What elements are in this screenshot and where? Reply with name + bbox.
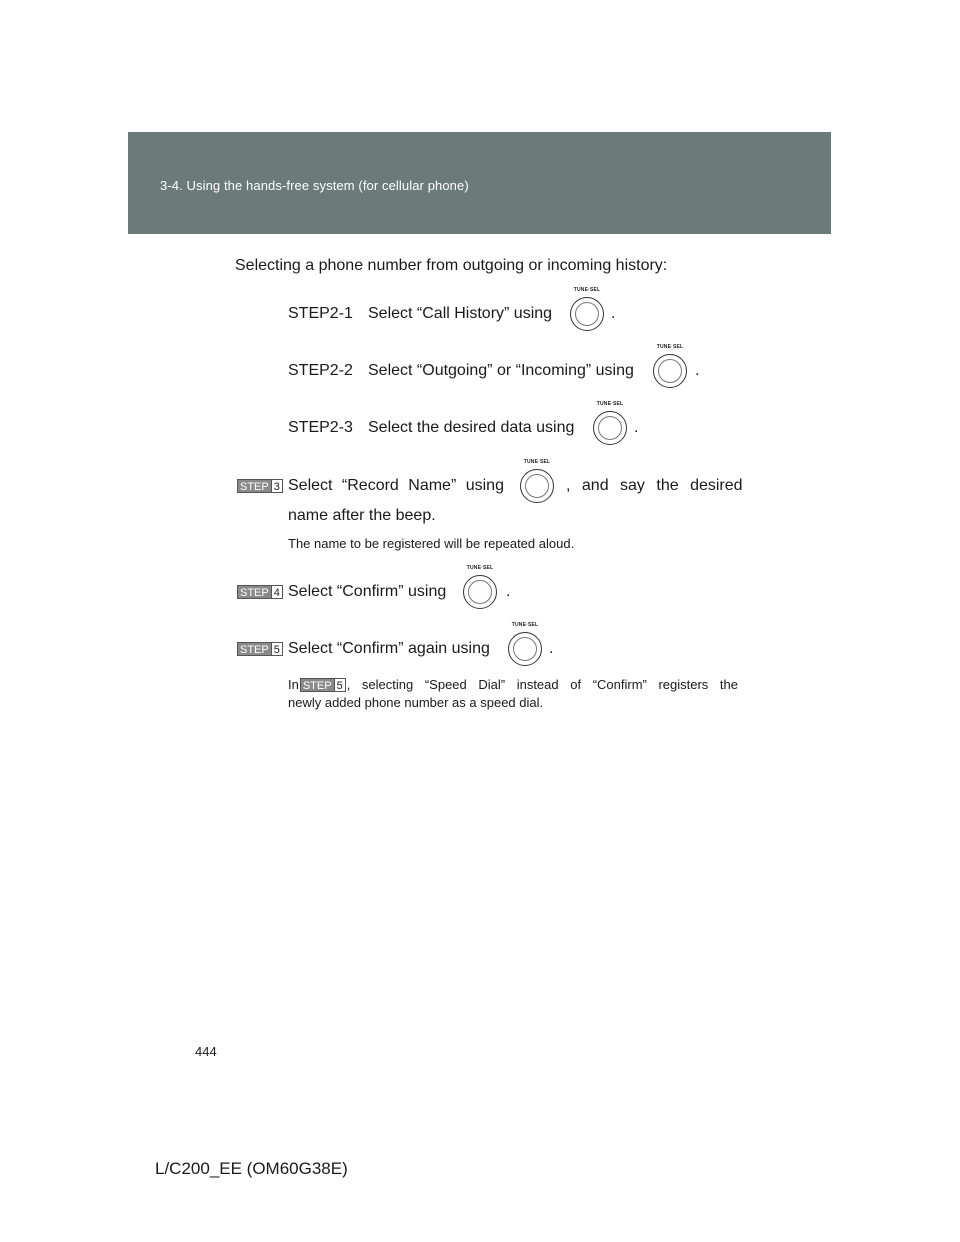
page-number: 444 [195,1044,217,1059]
step-5-text: Select “Confirm” again using [288,640,490,657]
step-5-badge: STEP 5 [237,642,283,656]
intro-text: Selecting a phone number from outgoing or incoming history: [235,257,668,274]
tune-sel-knob-icon [650,344,690,390]
step-3-note: The name to be registered will be repeated aloud. [288,536,575,551]
tune-sel-knob-icon [505,622,545,668]
knob-label: TUNE·SEL [573,287,601,293]
section-title: 3-4. Using the hands-free system (for cellular phone) [160,178,469,193]
substep-1-text: Select “Call History” using [368,305,553,322]
step-4-text: Select “Confirm” using [288,583,447,600]
substep-2-label: STEP2-2 [288,362,353,379]
step-3-text-a: Select “Record Name” using [288,477,504,494]
step-3-text-b: , and say the desired [566,477,743,494]
knob-label: TUNE·SEL [656,344,684,350]
tune-sel-knob-icon [567,287,607,333]
substep-3-label: STEP2-3 [288,419,353,436]
substep-1-end: . [611,305,616,322]
tune-sel-knob-icon [590,401,630,447]
substep-2-end: . [695,362,700,379]
knob-label: TUNE·SEL [523,459,551,465]
step-4-end: . [506,583,511,600]
note-step-5-badge: STEP 5 [300,678,346,692]
section-header [128,132,831,234]
knob-label: TUNE·SEL [466,565,494,571]
step-5-end: . [549,640,554,657]
substep-3-text: Select the desired data using [368,419,575,436]
document-code: L/C200_EE (OM60G38E) [155,1159,348,1178]
substep-3-end: . [634,419,639,436]
tune-sel-knob-icon [517,459,557,505]
knob-label: TUNE·SEL [511,622,539,628]
substep-2-text: Select “Outgoing” or “Incoming” using [368,362,634,379]
step-3-badge: STEP 3 [237,479,283,493]
note-paragraph: In STEP 5 , selecting “Speed Dial” instead of “Confirm” registers the newly added phone number as a speed dial. [288,677,738,710]
tune-sel-knob-icon [460,565,500,611]
substep-1-label: STEP2-1 [288,305,353,322]
step-4-badge: STEP 4 [237,585,283,599]
step-3-text-c: name after the beep. [288,507,436,524]
knob-label: TUNE·SEL [596,401,624,407]
